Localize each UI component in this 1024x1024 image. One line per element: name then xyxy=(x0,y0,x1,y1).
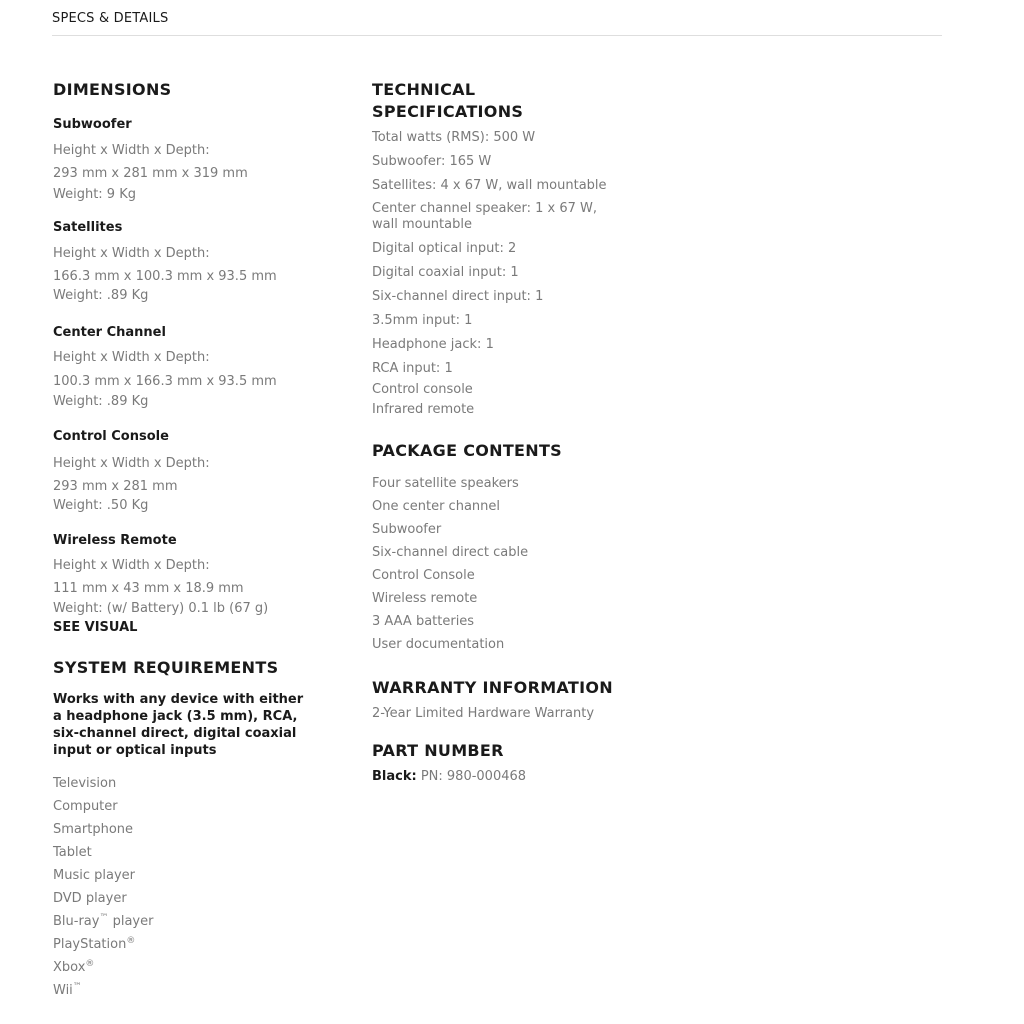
trademark-mark: ™ xyxy=(99,913,109,923)
list-item: Infrared remote xyxy=(372,402,475,417)
dimension-value: 293 mm x 281 mm xyxy=(53,479,178,494)
part-color-label: Black: xyxy=(372,769,417,784)
device-name: PlayStation xyxy=(53,937,127,952)
dimension-label: Height x Width x Depth: xyxy=(53,456,210,471)
warranty-text: 2-Year Limited Hardware Warranty xyxy=(372,706,595,721)
device-list xyxy=(53,775,343,999)
device-name: Blu-ray xyxy=(53,914,100,929)
list-item: Control Console xyxy=(372,568,475,583)
part-number-value: PN: 980-000468 xyxy=(416,769,527,784)
dimension-weight: Weight: .89 Kg xyxy=(53,288,149,303)
dimension-block-center-channel xyxy=(53,324,343,410)
dimension-weight: Weight: .89 Kg xyxy=(53,394,149,409)
dimension-value: 293 mm x 281 mm x 319 mm xyxy=(53,166,248,181)
dimension-value: 111 mm x 43 mm x 18.9 mm xyxy=(53,581,244,596)
list-item: DVD player xyxy=(53,891,127,906)
dimension-name: Control Console xyxy=(53,429,169,444)
list-item: Music player xyxy=(53,868,135,883)
list-item: Tablet xyxy=(53,845,92,860)
system-requirements-title: SYSTEM REQUIREMENTS xyxy=(53,658,279,677)
dimension-weight: Weight: 9 Kg xyxy=(53,187,136,202)
list-item: Center channel speaker: 1 x 67 W, wall mountable xyxy=(372,201,598,232)
list-item xyxy=(53,959,343,976)
dimension-label: Height x Width x Depth: xyxy=(53,350,210,365)
list-item: 3.5mm input: 1 xyxy=(372,313,473,328)
list-item: Subwoofer xyxy=(372,522,442,537)
device-name: Xbox xyxy=(53,960,86,975)
list-item: 3 AAA batteries xyxy=(372,614,475,629)
package-contents-title: PACKAGE CONTENTS xyxy=(372,441,563,460)
list-item: Smartphone xyxy=(53,822,134,837)
list-item: Headphone jack: 1 xyxy=(372,337,494,352)
dimension-value: 166.3 mm x 100.3 mm x 93.5 mm xyxy=(53,269,277,284)
dimension-weight: Weight: .50 Kg xyxy=(53,498,149,513)
list-item: Four satellite speakers xyxy=(372,476,519,491)
device-suffix: player xyxy=(108,914,154,929)
dimension-block-wireless-remote xyxy=(53,532,343,636)
right-column xyxy=(372,79,632,785)
list-item: Total watts (RMS): 500 W xyxy=(372,130,536,145)
dimension-name: Satellites xyxy=(53,220,123,235)
list-item: Six-channel direct input: 1 xyxy=(372,289,544,304)
dimension-block-subwoofer xyxy=(53,116,343,203)
dimension-weight: Weight: (w/ Battery) 0.1 lb (67 g) xyxy=(53,601,269,616)
header-divider xyxy=(52,35,942,36)
registered-mark: ® xyxy=(85,959,95,969)
list-item xyxy=(53,936,343,953)
dimension-block-control-console xyxy=(53,428,343,514)
device-name: Wii xyxy=(53,983,73,998)
list-item xyxy=(53,982,343,999)
list-item: Television xyxy=(53,776,117,791)
dimension-name: Wireless Remote xyxy=(53,533,177,548)
trademark-mark: ™ xyxy=(72,982,82,992)
list-item: User documentation xyxy=(372,637,505,652)
package-contents-list xyxy=(372,475,632,653)
dimension-value: 100.3 mm x 166.3 mm x 93.5 mm xyxy=(53,374,277,389)
warranty-title: WARRANTY INFORMATION xyxy=(372,678,613,697)
list-item: RCA input: 1 xyxy=(372,361,453,376)
left-column xyxy=(53,79,343,999)
list-item: Subwoofer: 165 W xyxy=(372,154,492,169)
dimensions-title: DIMENSIONS xyxy=(53,80,172,99)
list-item: Six-channel direct cable xyxy=(372,545,529,560)
technical-specifications-list xyxy=(372,129,632,418)
list-item: Satellites: 4 x 67 W, wall mountable xyxy=(372,178,607,193)
dimension-name: Subwoofer xyxy=(53,117,132,132)
dimension-label: Height x Width x Depth: xyxy=(53,558,210,573)
dimension-label: Height x Width x Depth: xyxy=(53,246,210,261)
page-title: SPECS & DETAILS xyxy=(52,11,169,26)
dimension-label: Height x Width x Depth: xyxy=(53,143,210,158)
list-item: Wireless remote xyxy=(372,591,478,606)
part-number-title: PART NUMBER xyxy=(372,741,504,760)
system-requirements-headline: Works with any device with either a headphone jack (3.5 mm), RCA, six-channel direct, digital coaxial input or optical inputs xyxy=(53,692,304,758)
list-item: Computer xyxy=(53,799,118,814)
dimension-block-satellites xyxy=(53,219,343,304)
see-visual-link[interactable]: SEE VISUAL xyxy=(53,620,138,635)
technical-specifications-title: TECHNICAL SPECIFICATIONS xyxy=(372,80,524,121)
registered-mark: ® xyxy=(126,936,136,946)
list-item: One center channel xyxy=(372,499,501,514)
list-item: Digital optical input: 2 xyxy=(372,241,517,256)
dimension-name: Center Channel xyxy=(53,325,166,340)
list-item: Control console xyxy=(372,382,473,397)
part-number-row xyxy=(372,768,632,785)
list-item: Digital coaxial input: 1 xyxy=(372,265,519,280)
list-item xyxy=(53,913,343,930)
